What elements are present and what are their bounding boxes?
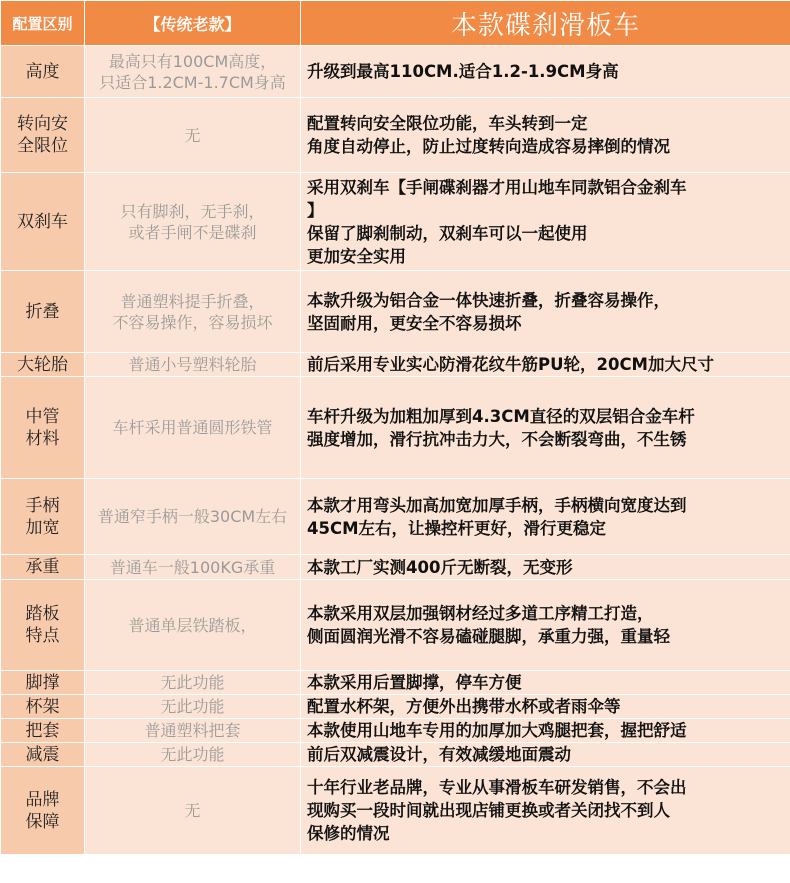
table-row bbox=[1, 695, 790, 719]
table-row bbox=[1, 173, 790, 271]
row-category-cell bbox=[1, 98, 85, 173]
table-row bbox=[1, 271, 790, 353]
row-category-cell bbox=[1, 719, 85, 743]
row-current-text: 十年行业老品牌，专业从事滑板车研发销售，不会出 现购买一段时间就出现店铺更换或者关闭找不到人 保修的情况 bbox=[307, 778, 687, 843]
row-traditional-text: 无 bbox=[184, 801, 201, 820]
table-row bbox=[1, 46, 790, 98]
row-category-text: 双刹车 bbox=[17, 211, 68, 232]
row-category-text: 承重 bbox=[25, 557, 60, 577]
row-current-cell bbox=[301, 377, 790, 479]
row-current-cell bbox=[301, 695, 790, 719]
row-current-cell bbox=[301, 479, 790, 555]
row-traditional-text: 无 bbox=[184, 125, 201, 145]
row-current-text: 采用双刹车【手闸碟刹器才用山地车同款铝合金刹车 】 保留了脚刹制动，双刹车可以一起使用 更加安全实用 bbox=[307, 177, 687, 266]
row-current-text: 本款升级为铝合金一体快速折叠，折叠容易操作， 坚固耐用，更安全不容易损坏 bbox=[307, 290, 670, 333]
row-category-cell bbox=[1, 271, 85, 353]
header-row bbox=[1, 1, 790, 46]
header-current-product: 本款碟刹滑板车 bbox=[301, 1, 790, 46]
header-traditional: 【传统老款】 bbox=[85, 1, 301, 46]
table-row bbox=[1, 671, 790, 695]
row-category-text: 高度 bbox=[25, 61, 60, 82]
row-traditional-text: 车杆采用普通圆形铁管 bbox=[112, 418, 273, 437]
row-traditional-text: 普通车一般100KG承重 bbox=[109, 557, 276, 577]
row-category-cell bbox=[1, 695, 85, 719]
row-current-cell bbox=[301, 98, 790, 173]
row-category-cell bbox=[1, 767, 85, 855]
row-traditional-text: 普通小号塑料轮胎 bbox=[128, 355, 257, 374]
row-current-cell bbox=[301, 353, 790, 377]
row-traditional-text: 只有脚刹，无手刹， 或者手闸不是碟刹 bbox=[120, 201, 265, 242]
row-category-cell bbox=[1, 580, 85, 671]
row-current-text: 本款工厂实测400斤无断裂，无变形 bbox=[307, 557, 573, 577]
row-category-text: 中管 材料 bbox=[25, 406, 60, 449]
row-traditional-cell bbox=[85, 271, 301, 353]
table-row bbox=[1, 377, 790, 479]
row-traditional-cell bbox=[85, 377, 301, 479]
header-category: 配置区别 bbox=[1, 1, 85, 46]
row-traditional-text: 普通单层铁踏板， bbox=[128, 615, 257, 635]
row-category-cell bbox=[1, 173, 85, 271]
row-current-cell bbox=[301, 271, 790, 353]
row-traditional-cell bbox=[85, 719, 301, 743]
row-current-text: 配置转向安全限位功能，车头转到一定 角度自动停止，防止过度转向造成容易摔倒的情况 bbox=[307, 114, 670, 156]
row-category-text: 品牌 保障 bbox=[25, 789, 60, 832]
row-category-cell bbox=[1, 353, 85, 377]
row-current-cell bbox=[301, 719, 790, 743]
row-traditional-text: 普通塑料把套 bbox=[144, 721, 241, 740]
row-current-text: 车杆升级为加粗加厚到4.3CM直径的双层铝合金车杆 强度增加，滑行抗冲击力大，不会断裂弯曲，不生锈 bbox=[307, 406, 695, 449]
table-row bbox=[1, 580, 790, 671]
row-traditional-text: 无此功能 bbox=[160, 697, 225, 716]
row-category-text: 减震 bbox=[25, 744, 60, 765]
row-traditional-text: 普通塑料提手折叠， 不容易操作，容易损坏 bbox=[112, 291, 273, 332]
row-traditional-cell bbox=[85, 671, 301, 695]
row-current-text: 本款采用后置脚撑，停车方便 bbox=[307, 673, 522, 692]
row-category-cell bbox=[1, 555, 85, 580]
row-category-text: 折叠 bbox=[25, 301, 60, 322]
row-traditional-cell bbox=[85, 479, 301, 555]
row-traditional-cell bbox=[85, 173, 301, 271]
table-row bbox=[1, 767, 790, 855]
row-category-cell bbox=[1, 743, 85, 767]
row-current-cell bbox=[301, 555, 790, 580]
row-current-cell bbox=[301, 767, 790, 855]
row-current-text: 配置水杯架，方便外出携带水杯或者雨伞等 bbox=[307, 697, 621, 716]
row-traditional-text: 无此功能 bbox=[160, 673, 225, 692]
row-current-cell bbox=[301, 46, 790, 98]
row-category-text: 脚撑 bbox=[25, 672, 60, 693]
row-category-cell bbox=[1, 46, 85, 98]
table-row bbox=[1, 555, 790, 580]
row-current-cell bbox=[301, 743, 790, 767]
row-category-cell bbox=[1, 479, 85, 555]
row-current-cell bbox=[301, 671, 790, 695]
row-current-text: 本款使用山地车专用的加厚加大鸡腿把套，握把舒适 bbox=[307, 721, 687, 740]
row-category-text: 转向安 全限位 bbox=[17, 114, 68, 156]
row-current-text: 本款才用弯头加高加宽加厚手柄，手柄横向宽度达到 45CM左右，让操控杆更好，滑行更稳定 bbox=[307, 495, 687, 538]
row-traditional-cell bbox=[85, 767, 301, 855]
row-traditional-cell bbox=[85, 46, 301, 98]
row-current-text: 本款采用双层加强钢材经过多道工序精工打造， 侧面圆润光滑不容易磕碰腿脚，承重力强，重量轻 bbox=[307, 604, 670, 646]
row-traditional-cell bbox=[85, 695, 301, 719]
row-current-cell bbox=[301, 580, 790, 671]
row-current-text: 升级到最高110CM.适合1.2-1.9CM身高 bbox=[307, 62, 619, 81]
row-traditional-text: 无此功能 bbox=[160, 745, 225, 764]
row-category-text: 杯架 bbox=[25, 696, 60, 717]
row-category-text: 踏板 特点 bbox=[25, 604, 60, 646]
row-traditional-cell bbox=[85, 555, 301, 580]
row-category-cell bbox=[1, 377, 85, 479]
row-traditional-cell bbox=[85, 580, 301, 671]
table-row bbox=[1, 719, 790, 743]
row-current-cell bbox=[301, 173, 790, 271]
comparison-rows bbox=[1, 46, 790, 855]
table-row bbox=[1, 353, 790, 377]
row-category-cell bbox=[1, 671, 85, 695]
row-category-text: 手柄 加宽 bbox=[25, 495, 60, 538]
row-category-text: 大轮胎 bbox=[17, 354, 68, 375]
row-traditional-cell bbox=[85, 353, 301, 377]
table-row bbox=[1, 743, 790, 767]
row-traditional-text: 普通窄手柄一般30CM左右 bbox=[97, 507, 288, 526]
row-traditional-cell bbox=[85, 98, 301, 173]
table-row bbox=[1, 98, 790, 173]
row-current-text: 前后双减震设计，有效减缓地面震动 bbox=[307, 745, 571, 764]
row-traditional-cell bbox=[85, 743, 301, 767]
row-category-text: 把套 bbox=[25, 720, 60, 741]
table-row bbox=[1, 479, 790, 555]
row-current-text: 前后采用专业实心防滑花纹牛筋PU轮，20CM加大尺寸 bbox=[307, 355, 714, 374]
row-traditional-text: 最高只有100CM高度， 只适合1.2CM-1.7CM身高 bbox=[99, 51, 286, 92]
